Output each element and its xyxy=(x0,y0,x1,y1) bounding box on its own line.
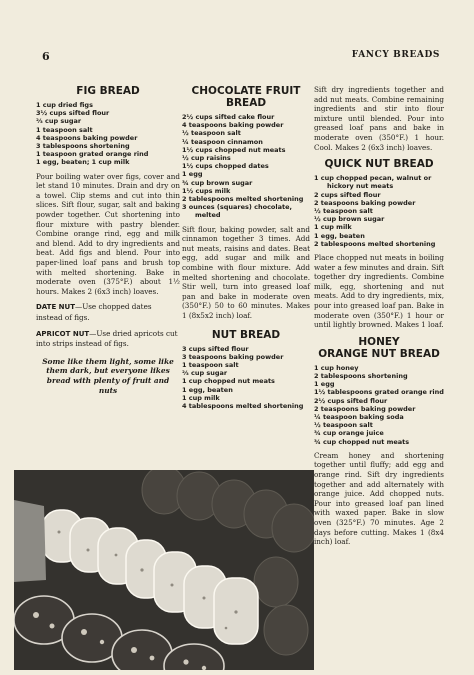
ingredient: 1½ cups milk xyxy=(182,186,231,195)
apricot-nut-variation xyxy=(36,329,180,349)
ingredient: 1 egg, beaten; 1 cup milk xyxy=(36,158,130,167)
ingredient: ¾ cup orange juice xyxy=(314,429,384,438)
ingredient: 3 cups sifted flour xyxy=(182,344,249,353)
ingredient: 1 cup milk xyxy=(314,223,352,232)
nut-bread-ingredients xyxy=(182,345,310,411)
ingredient: ¾ cup chopped nut meats xyxy=(314,437,410,446)
section-title: FANCY BREADS xyxy=(351,50,440,60)
variation-text: —Use dried apricots cut into strips instead of figs. xyxy=(36,328,178,349)
ingredient: 1 teaspoon salt xyxy=(36,125,93,134)
ingredient: 3½ cups sifted flour xyxy=(36,109,110,118)
ingredient: 1 cup chopped pecan, walnut or hickory nut meats xyxy=(314,174,432,191)
honey-orange-nut-bread-title-line2: ORANGE NUT BREAD xyxy=(318,347,440,360)
chocolate-fruit-bread-title: CHOCOLATE FRUIT BREAD xyxy=(191,85,301,109)
ingredient: 2 cups sifted flour xyxy=(314,190,381,199)
ingredient: 3 tablespoons shortening xyxy=(36,142,130,151)
ingredient: 1 egg, beaten xyxy=(314,231,365,240)
ingredient: 2 tablespoons shortening xyxy=(314,371,408,380)
ingredient: 1 egg xyxy=(314,380,335,389)
quick-nut-bread-ingredients xyxy=(314,174,444,248)
page-header xyxy=(0,50,474,64)
ingredient: 2 tablespoons melted shortening xyxy=(314,239,436,248)
ingredient: 1 egg xyxy=(182,170,203,179)
quick-nut-bread-title: QUICK NUT BREAD xyxy=(324,158,434,171)
variation-name: DATE NUT xyxy=(36,303,75,312)
ingredient: ½ cup raisins xyxy=(182,154,231,163)
ingredient: 1½ tablespoons grated orange rind xyxy=(314,388,444,397)
bread-illustration xyxy=(14,470,314,670)
ingredient: 4 teaspoons baking powder xyxy=(182,121,284,130)
ingredient: ½ cup brown sugar xyxy=(314,215,385,224)
fig-bread-method: Pour boiling water over figs, cover and let stand 10 minutes. Drain and dry on a towel. Clip stems and cut into thin slices. Sift flour, sugar, salt and baking powder together. Cut shortening into flour mixture with pastry blender. Combine orange rind, egg and milk and blend. Add to dry ingredients and beat. Add figs and blend. Pour into paper-lined loaf pans and brush top with melted shortening. Bake in moderate oven (375°F.) about 1½ hours. Makes 2 (6x3 inch) loaves. xyxy=(36,171,180,296)
quick-nut-bread-method: Place chopped nut meats in boiling water a few minutes and drain. Sift together dry ingredients. Combine milk, egg, shortening and nut meats. Add to dry ingredients, mix, pour into greased loaf pan. Bake in moderate oven (350°F.) 1 hour or until lightly browned. Makes 1 loaf. xyxy=(314,252,444,330)
ingredient: ¼ teaspoon baking soda xyxy=(314,412,404,421)
ingredient: ½ teaspoon salt xyxy=(314,206,373,215)
ingredient: 1½ cups chopped dates xyxy=(182,162,269,171)
ingredient: 1 cup chopped nut meats xyxy=(182,377,275,386)
ingredient: 1 teaspoon salt xyxy=(182,360,239,369)
ingredient: ¼ teaspoon cinnamon xyxy=(182,137,263,146)
ingredient: 2½ cups sifted flour xyxy=(314,396,388,405)
honey-orange-nut-bread-title-line1: HONEY xyxy=(358,335,400,348)
ingredient: 2½ cups sifted cake flour xyxy=(182,113,275,121)
column-left xyxy=(36,85,180,395)
ingredient: 1 egg, beaten xyxy=(182,385,233,394)
ingredient: 1½ cups chopped nut meats xyxy=(182,145,286,154)
date-nut-variation xyxy=(36,302,180,322)
variation-text: —Use chopped dates instead of figs. xyxy=(36,302,152,322)
ingredient: 4 tablespoons melted shortening xyxy=(182,402,304,410)
ingredient: ⅔ cup sugar xyxy=(36,117,82,126)
ingredient: 1 teaspoon grated orange rind xyxy=(36,150,149,159)
ingredient: 2 teaspoons baking powder xyxy=(314,404,416,413)
page-number: 6 xyxy=(42,50,50,63)
ingredient: ½ teaspoon salt xyxy=(182,129,241,138)
ingredient: 3 teaspoons baking powder xyxy=(182,352,284,361)
chocolate-fruit-bread-method: Sift flour, baking powder, salt and cinnamon together 3 times. Add nut meats, raisins and dates. Beat egg, add sugar and milk and combine with flour mixture. Add melted shortening and chocolate. Stir well, turn into greased loaf pan and bake in moderate oven (350°F.) 50 to 60 minutes. Makes 1 (8x5x2 inch) loaf. xyxy=(182,224,310,320)
chocolate-fruit-bread-ingredients xyxy=(182,113,310,220)
fig-bread-title: FIG BREAD xyxy=(76,85,140,97)
column-right xyxy=(314,85,444,553)
ingredient: 1 cup honey xyxy=(314,363,359,372)
ingredient: 2 teaspoons baking powder xyxy=(314,198,416,207)
honey-orange-nut-bread-ingredients xyxy=(314,364,444,446)
ingredient: 1 cup milk xyxy=(182,393,220,402)
fig-bread-ingredients xyxy=(36,101,180,167)
ingredient: 1 cup dried figs xyxy=(36,101,93,109)
bread-photo xyxy=(14,470,314,670)
ingredient: ⅔ cup sugar xyxy=(182,369,228,378)
ingredient: 4 teaspoons baking powder xyxy=(36,133,138,142)
honey-orange-nut-bread-method: Cream honey and shortening together until fluffy; add egg and orange rind. Sift dry ingredients together and add alternately with orange juice. Add chopped nuts. Pour into greased loaf pan lined with waxed paper. Bake in slow oven (325°F.) 70 minutes. Age 2 days before cutting. Makes 1 (8x4 inch) loaf. xyxy=(314,450,444,547)
variation-name: APRICOT NUT xyxy=(36,329,90,338)
column-middle xyxy=(182,85,310,415)
nut-bread-method: Sift dry ingredients together and add nut meats. Combine remaining ingredients and stir into flour mixture until blended. Pour into greased loaf pans and bake in moderate oven (350°F.) 1 hour. Cool. Makes 2 (6x3 inch) loaves. xyxy=(314,85,444,152)
ingredient: ½ teaspoon salt xyxy=(314,421,373,430)
ingredient: 3 ounces (squares) chocolate, melted xyxy=(182,203,292,220)
ingredient: 2 tablespoons melted shortening xyxy=(182,195,304,204)
photo-caption: Some like them light, some like them dark, but everyone likes bread with plenty of fruit and nuts xyxy=(42,356,174,395)
nut-bread-title: NUT BREAD xyxy=(211,328,281,341)
ingredient: ¾ cup brown sugar xyxy=(182,178,253,187)
